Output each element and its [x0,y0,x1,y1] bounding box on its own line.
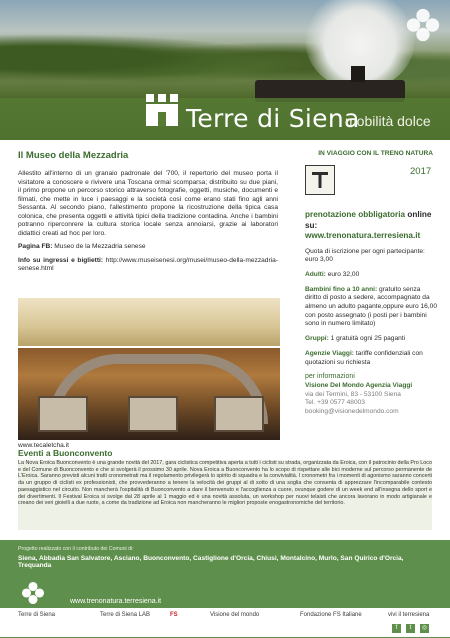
display-case [38,396,88,432]
agenzie-value: tariffe confidenziali con quotazioni su richiesta [305,349,423,366]
flower-logo-icon [404,6,442,44]
logo-visione: Visione del mondo [210,612,260,618]
gruppi-line [305,335,437,344]
facebook-value: Museo de la Mezzadria senese [54,243,146,250]
booking-heading [305,210,437,242]
booking-label: prenotazione obbligatoria [305,210,406,219]
adulti-line [305,271,437,280]
museum-photo [18,348,280,440]
footer-site[interactable]: www.trenonatura.terresiena.it [70,598,162,605]
facebook-label: Pagina FB: [18,243,53,250]
sponsor-logos [0,608,450,637]
instagram-icon[interactable]: ◎ [421,625,428,631]
agency-tel: Tel. +39 0577 48003 [305,399,365,407]
booking-site[interactable]: www.trenonatura.terresiena.it [305,231,421,240]
tower-logo-icon [142,88,182,128]
left-column [18,170,278,279]
train-header: IN VIAGGIO CON IL TRENO NATURA [318,150,433,157]
info-link[interactable]: http://www.museisenesi.org/musei/museo-della-mezzadria-senese.html [18,256,278,272]
year: 2017 [410,166,432,177]
agency-name: Visione Del Mondo Agenzia Viaggi [305,381,413,389]
adulti-value: euro 32,00 [327,270,360,278]
eventi-title: Eventi a Buonconvento [18,448,113,458]
agency-email[interactable]: booking@visionedelmondo.com [305,408,399,416]
booking-suffix: online su: [305,210,432,230]
display-case [214,396,264,432]
footer-towns: Siena, Abbadia San Salvatore, Asciano, Buonconvento, Castiglione d'Orcia, Chiusi, Montalcino, Murlo, San Quirico d'Orcia, Trequanda [18,555,404,569]
bambini-label: Bambini fino a 10 anni: [305,285,378,293]
footer-note: Progetto realizzato con il contributo dei Comuni di: [18,546,134,552]
bambini-line [305,286,437,330]
brand-title: Terre di Siena [186,104,360,133]
display-case [128,396,178,432]
contact-block [305,373,437,417]
gruppi-value: 1 gratuità ogni 25 paganti [330,335,406,343]
logo-terre-di-siena-lab: Terre di Siena LAB [100,612,151,618]
quota: Quota di iscrizione per ogni partecipante: euro 3,00 [305,247,425,264]
map-photo [18,298,280,346]
eventi-text: La Nova Eroica Buonconvento è una grande novità del 2017, gara ciclistica competitiva aperta a tutti i ciclisti su strada, organizzata da Eroica, con il patrocinio della Pro Loco e del Comune di Buonconvento e che si svolgerà il prossimo 30 aprile. Nova Eroica a Buonconvento ha lo scopo di rispettare alle bici moderne sul percorso permanente de L'Eroica. Saranno previsti alcuni tratti cronometrati ma il regolamento privilegerà lo spirito di squadra e la convivialità. I cronometri fra i momenti di agonismo saranno concerti da un gruppo di ciclisti ex professionisti, che provvederanno a tenere la velocità dei gruppi al di sotto di una soglia che consenta di apprezzare l'incomparabile contesto paesaggistico nel circuito. Non mancherà l'ospitalità di Buonconvento a dare il benvenuto e l'accoglienza a cuore, ovunque godere di un week end all'insegna dello sport e dei divertimenti. Il Festival Eroica si svolge dal 28 aprile al 1 maggio ed è una novità assoluta, un workshop per nuovi telaisti che ancora lavorano in modo artigianale e creano dei veri gioielli a due ruote, a come da tradizione ad Eroica non mancheranno le migliori proposte enogastronomiche del territorio. [18,460,432,530]
twitter-icon[interactable]: t [406,624,415,633]
right-column [305,210,437,423]
agency-address: via dei Termini, 83 - 53100 Siena [305,390,401,398]
agenzie-label: Agenzie Viaggi: [305,349,354,357]
museum-description: Allestito all'interno di un granaio padronale del '700, il repertorio del museo porta il visitatore a conoscere e rivivere una Toscana ormai scomparsa; distribuito su due piani, il primo propone un percorso storico attraverso fotografie, oggetti, musiche, documenti e filmati, che mette in luce i paesaggi e la società così come erano stati fino agli anni Sessanta. Al secondo piano, l'allestimento propone la ricostruzione della tipica casa colonica, che presenta oggetti e attività tipici della tradizione contadina. Anche i bambini potranno riperconrere la cultura storica locale senza annoiarsi, grazie ai laboratori didattici creati ad hoc per loro. [18,170,278,237]
info-label: Info su ingressi e biglietti: [18,256,104,264]
bambini-value: gratuito senza diritto di posto a sedere, accompagnato da almeno un adulto pagante,oppure euro 16,00 con posto assegnato (i posti per i bambini sono in numero limitato) [305,285,437,328]
train-logo-icon [305,165,335,195]
brand-tagline: mobilità dolce [345,113,431,129]
social-label: vivi il terresiena [388,612,430,618]
adulti-label: Adulti: [305,270,326,278]
museum-url[interactable]: www.tecaletcha.it [18,442,69,449]
logo-fs: FS [170,612,178,618]
gruppi-label: Gruppi: [305,335,329,343]
facebook-line [18,243,278,252]
section-title: Il Museo della Mezzadria [18,150,129,161]
agenzie-line [305,350,437,367]
logo-terre-di-siena: Terre di Siena [18,612,56,618]
logo-fondazione-fs: Fondazione FS Italiane [300,612,362,618]
info-line [18,257,278,274]
flower-logo-icon [20,580,46,606]
info-title: per informazioni [305,373,355,381]
facebook-icon[interactable]: f [392,624,401,633]
